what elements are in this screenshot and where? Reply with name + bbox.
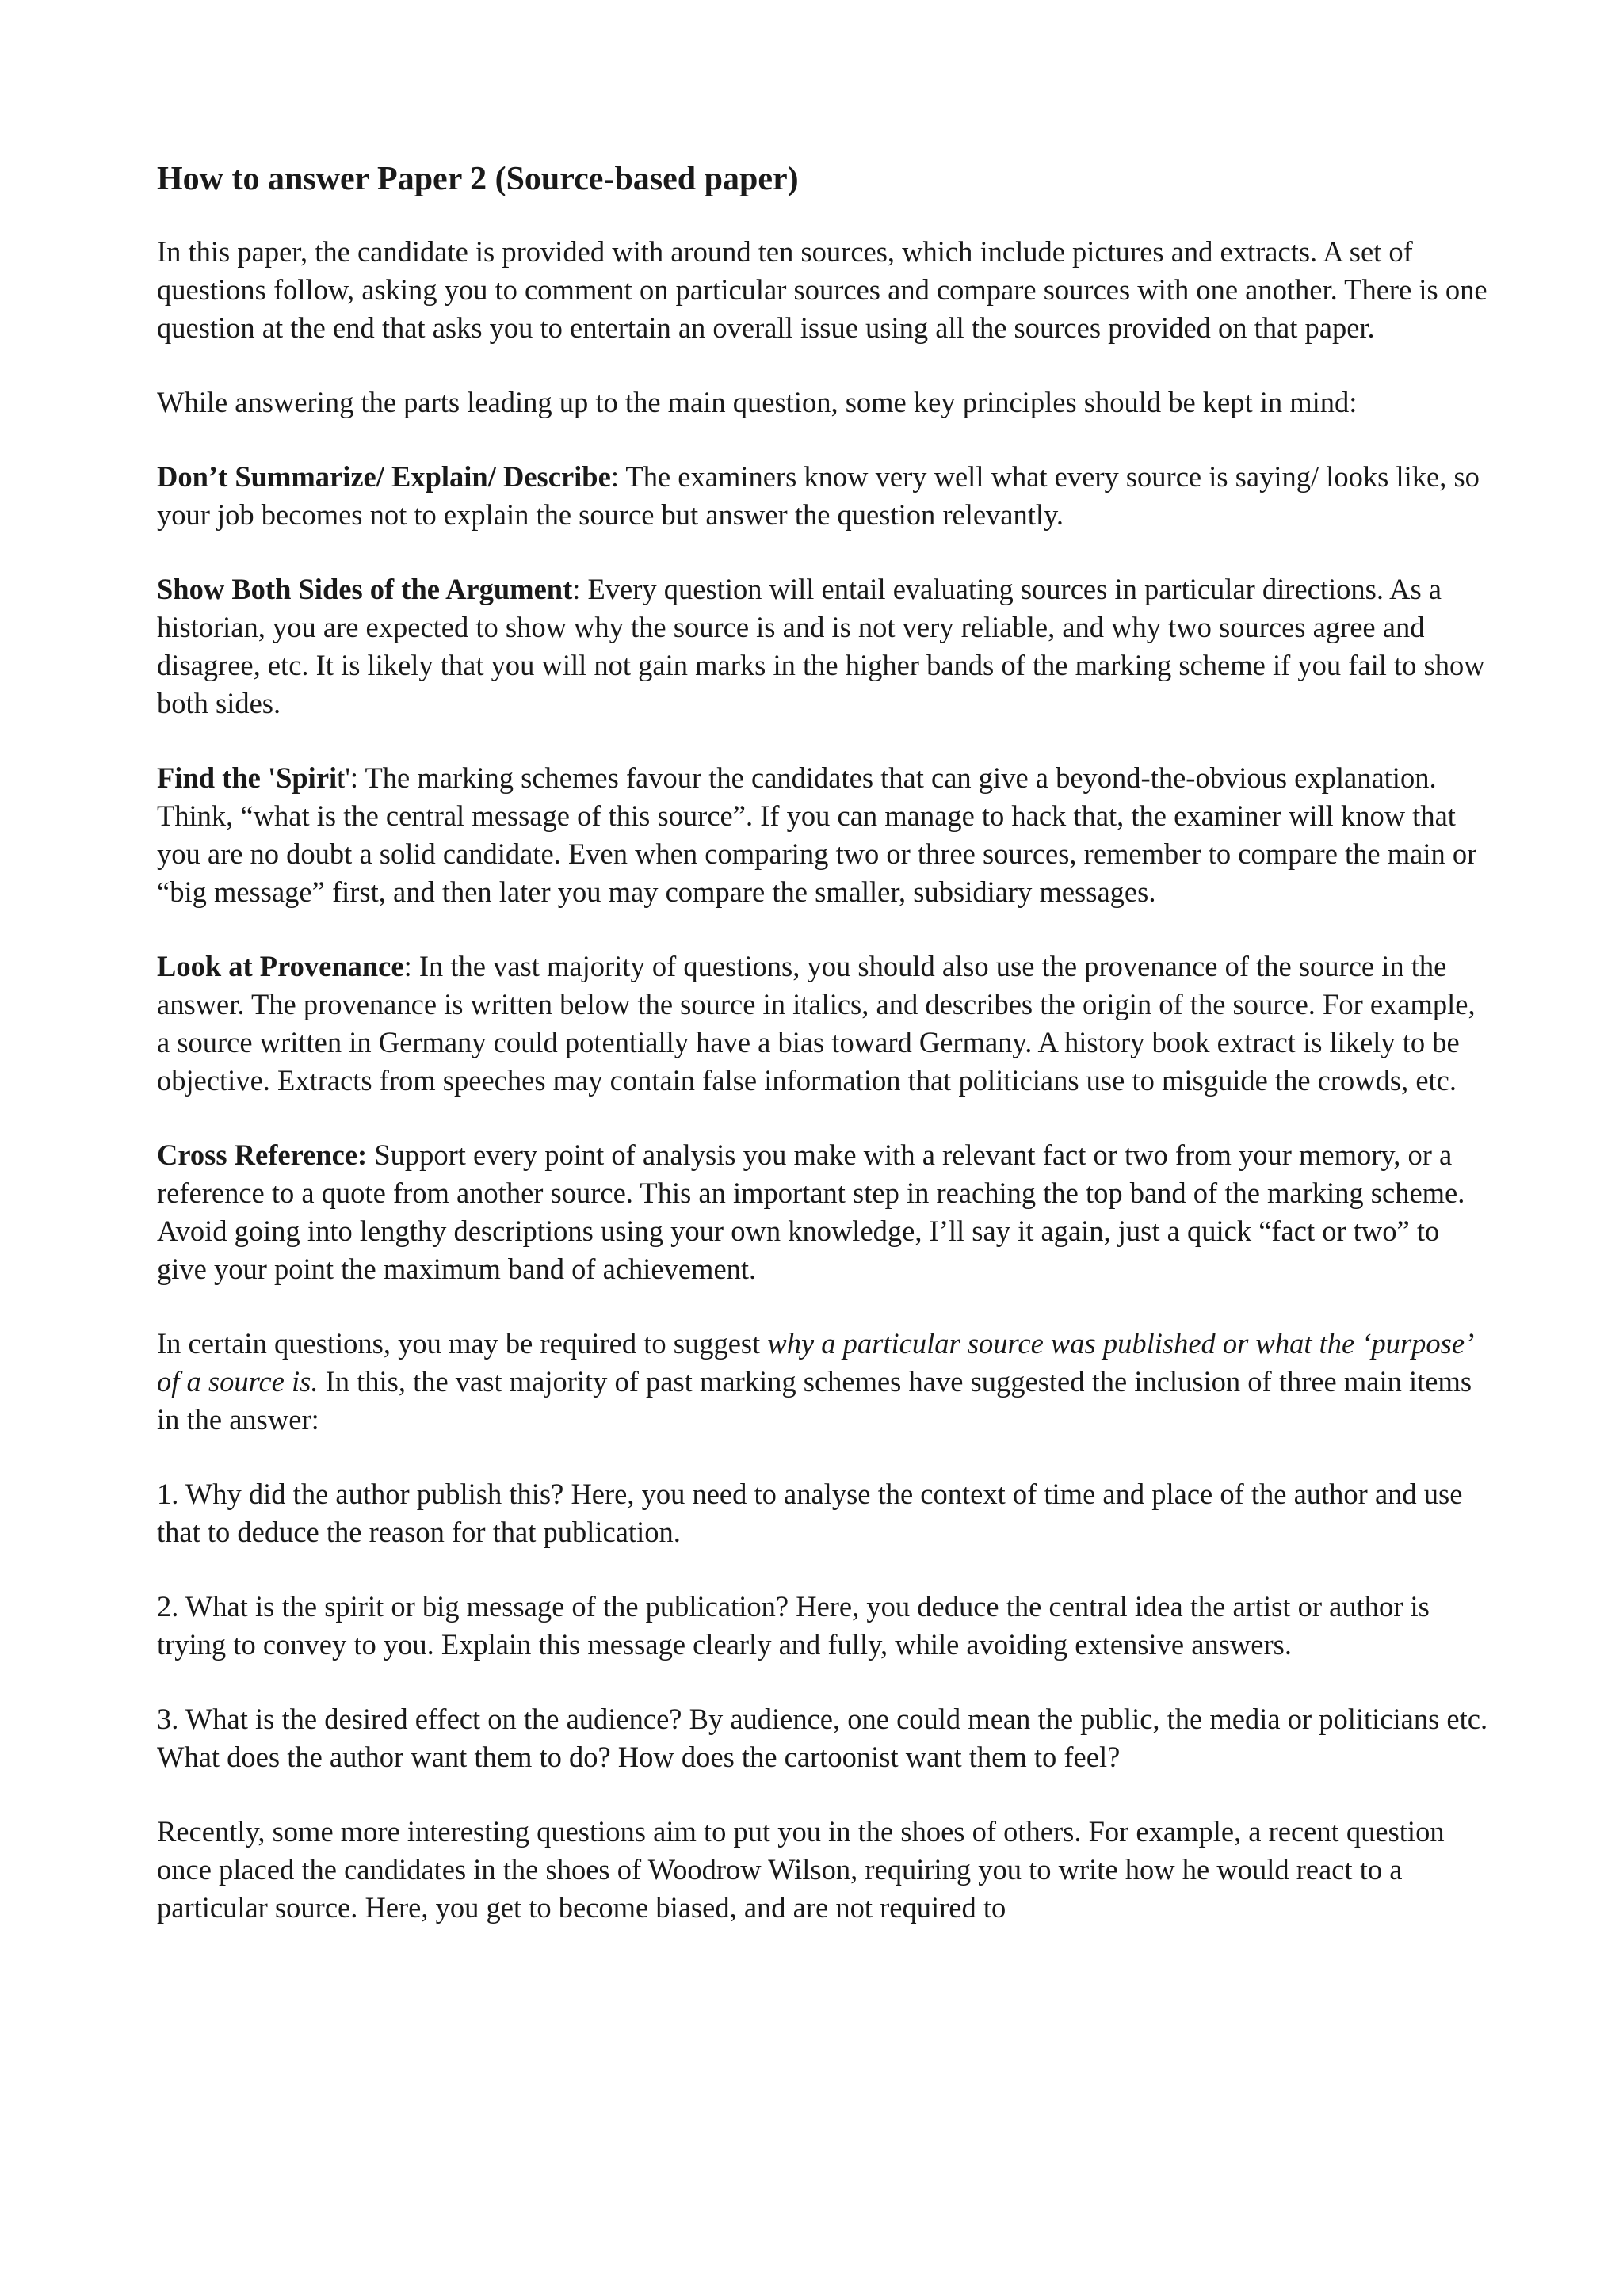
principle-paragraph — [157, 759, 1488, 911]
principle-paragraph — [157, 948, 1488, 1100]
principle-heading: Cross Reference: — [157, 1138, 368, 1171]
numbered-item: 2. What is the spirit or big message of the publication? Here, you deduce the central idea the artist or author is trying to convey to you. Explain this message clearly and fully, while avoiding extensive answers. — [157, 1590, 1430, 1661]
document-body — [157, 158, 1488, 1963]
intro-paragraph: In this paper, the candidate is provided with around ten sources, which include pictures and extracts. A set of questions follow, asking you to comment on particular sources and compare sources with one another. There is one question at the end that asks you to entertain an overall issue using all the sources provided on that paper. — [157, 235, 1487, 344]
principles-intro-paragraph: While answering the parts leading up to the main question, some key principles should be kept in mind: — [157, 386, 1358, 418]
numbered-item: 1. Why did the author publish this? Here, you need to analyse the context of time and place of the author and use that to deduce the reason for that publication. — [157, 1478, 1463, 1548]
purpose-paragraph — [157, 1325, 1488, 1439]
principle-text: Support every point of analysis you make with a relevant fact or two from your memory, or a reference to a quote from another source. This an important step in reaching the top band of the marking scheme. Avoid going into lengthy descriptions using your own knowledge, I’ll say it again, just a quick “fact or two” to give your point the maximum band of achievement. — [157, 1138, 1465, 1285]
principle-heading: Find the 'Spiri — [157, 761, 338, 794]
principle-heading: Don’t Summarize/ Explain/ Describe — [157, 460, 611, 493]
principle-paragraph — [157, 458, 1488, 534]
closing-paragraph: Recently, some more interesting questions aim to put you in the shoes of others. For example, a recent question once placed the candidates in the shoes of Woodrow Wilson, requiring you to write how he would react to a particular source. Here, you get to become biased, and are not required to — [157, 1815, 1445, 1924]
purpose-lead: In certain questions, you may be required to suggest — [157, 1327, 768, 1360]
numbered-item: 3. What is the desired effect on the audience? By audience, one could mean the public, the media or politicians etc. What does the author want them to do? How does the cartoonist want them to feel? — [157, 1703, 1488, 1773]
page-title: How to answer Paper 2 (Source-based paper) — [157, 161, 799, 197]
principle-heading: Look at Provenance — [157, 950, 404, 982]
purpose-italic: why a particular source was published or what the ‘purpose’ of a source is. — [157, 1327, 1472, 1398]
principle-text: : Every question will entail evaluating sources in particular directions. As a historian, you are expected to show why the source is and is not very reliable, and why two sources agree and disagree, etc. It is likely that you will not gain marks in the higher bands of the marking scheme if you fail to show both sides. — [157, 573, 1485, 719]
principle-heading: Show Both Sides of the Argument — [157, 573, 573, 605]
principle-text: : In the vast majority of questions, you should also use the provenance of the source in the answer. The provenance is written below the source in italics, and describes the origin of the source. For example, a source written in Germany could potentially have a bias toward Germany. A history book extract is likely to be objective. Extracts from speeches may contain false information that politicians use to misguide the crowds, etc. — [157, 950, 1476, 1097]
principle-paragraph — [157, 570, 1488, 723]
principle-text: : The examiners know very well what every source is saying/ looks like, so your job becomes not to explain the source but answer the question relevantly. — [157, 460, 1480, 531]
principle-paragraph — [157, 1136, 1488, 1288]
principle-text: t': The marking schemes favour the candidates that can give a beyond-the-obvious explanation. Think, “what is the central message of this source”. If you can manage to hack that, the examiner will know that you are no doubt a solid candidate. Even when comparing two or three sources, remember to compare the main or “big message” first, and then later you may compare the smaller, subsidiary messages. — [157, 761, 1477, 908]
purpose-tail: In this, the vast majority of past marking schemes have suggested the inclusion of three main items in the answer: — [157, 1365, 1472, 1436]
